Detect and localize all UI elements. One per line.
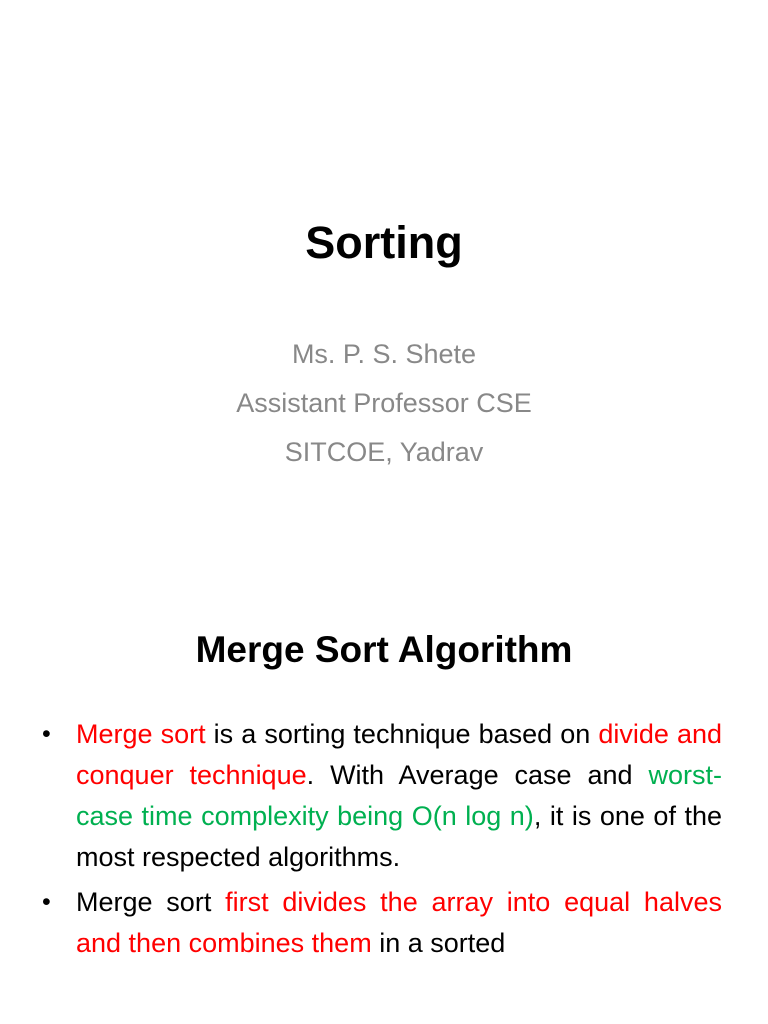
highlight-text: Merge sort	[76, 719, 206, 749]
author-name: Ms. P. S. Shete	[291, 339, 477, 369]
body-text: in a sorted	[371, 928, 506, 958]
content-slide	[0, 580, 768, 1024]
slide-subtitle	[0, 330, 768, 477]
slide-heading: Merge Sort Algorithm	[195, 629, 573, 670]
author-institution: SITCOE, Yadrav	[284, 437, 484, 467]
body-text: , it is one of the most respected algorithms.	[76, 801, 723, 872]
bullet-icon: •	[42, 720, 51, 748]
bullet-item	[42, 714, 722, 878]
bullet-list	[42, 714, 722, 968]
body-text: . With Average case and	[306, 760, 649, 790]
complexity-text: worst-case time complexity being O(n log n)	[76, 760, 723, 831]
slide-title: Sorting	[305, 217, 463, 268]
author-designation: Assistant Professor CSE	[236, 388, 532, 418]
highlight-text: divide and conquer technique	[76, 719, 722, 790]
highlight-text: first divides the array into equal halves and then combines them	[76, 887, 722, 958]
bullet-icon: •	[42, 888, 51, 916]
bullet-item	[42, 882, 722, 964]
body-text: is a sorting technique based on	[205, 719, 599, 749]
body-text: Merge sort	[76, 887, 226, 917]
